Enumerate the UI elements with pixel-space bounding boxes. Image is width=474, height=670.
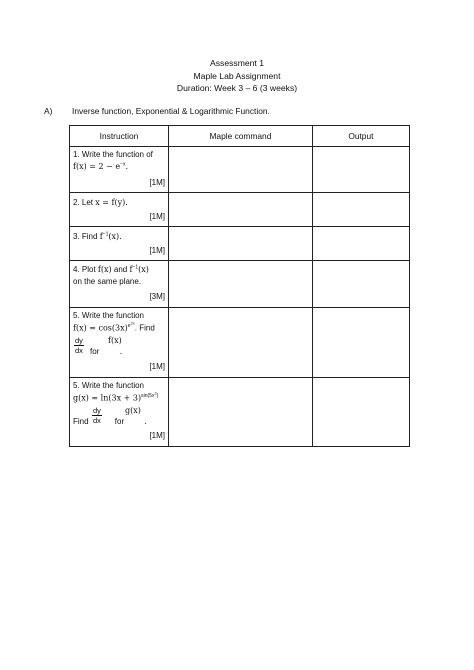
assessment-title: Assessment 1: [210, 58, 264, 68]
output-cell[interactable]: [312, 378, 409, 447]
instruction-text: 1. Write the function of: [73, 150, 153, 159]
instruction-cell: [70, 227, 169, 261]
output-cell[interactable]: [312, 308, 409, 378]
math-expression: f(x): [108, 336, 122, 345]
output-cell[interactable]: [312, 227, 409, 261]
marks-label: [1M]: [149, 212, 165, 221]
table-row: [70, 308, 410, 378]
marks-label: [1M]: [149, 362, 165, 371]
marks-label: [1M]: [149, 178, 165, 187]
math-expression: 4. Plot f(x) and $f^{-1}(x)$: [73, 264, 149, 274]
assignment-subtitle: Maple Lab Assignment: [193, 70, 281, 81]
instruction-text: 5. Write the function: [73, 311, 144, 320]
section-letter: A): [44, 106, 53, 116]
math-expression: 3. Find $f^{-1}(x)$.: [73, 231, 122, 241]
instruction-cell: [70, 261, 169, 308]
header-output: Output: [312, 126, 409, 147]
math-expression: $g(x) = \ln(3x + 3)^{sin(5x^2)}$: [73, 390, 159, 403]
maple-command-cell[interactable]: [169, 147, 313, 193]
table-row: [70, 227, 410, 261]
output-cell[interactable]: [312, 193, 409, 227]
math-expression: g(x): [125, 406, 141, 415]
output-cell[interactable]: [312, 261, 409, 308]
instruction-cell: [70, 378, 169, 447]
derivative-fraction: $\frac{dy}{dx}$: [75, 336, 83, 355]
instruction-text: for .: [90, 347, 123, 356]
maple-command-cell[interactable]: [169, 261, 313, 308]
document-header: [0, 57, 474, 95]
instruction-cell: [70, 147, 169, 193]
table-row: [70, 378, 410, 447]
maple-command-cell[interactable]: [169, 378, 313, 447]
instruction-cell: [70, 308, 169, 378]
math-expression: $f(x) = 2 - e^{-x}$.: [73, 161, 129, 171]
marks-label: [1M]: [149, 431, 165, 440]
table-row: [70, 261, 410, 308]
marks-label: [1M]: [149, 246, 165, 255]
instruction-text: Find for .: [73, 417, 147, 426]
instruction-cell: [70, 193, 169, 227]
instruction-text: on the same plane.: [73, 277, 142, 286]
instruction-text: 5. Write the function: [73, 381, 144, 390]
header-maple-command: Maple command: [169, 126, 313, 147]
table-header-row: [70, 126, 410, 147]
output-cell[interactable]: [312, 147, 409, 193]
derivative-fraction: $\frac{dy}{dx}$: [93, 406, 101, 425]
math-expression: 2. Let x = f(y).: [73, 198, 128, 207]
math-expression: $f(x) = \cos(3x)^{e^{2x}}$. Find: [73, 320, 155, 333]
maple-command-cell[interactable]: [169, 308, 313, 378]
section-heading: [44, 106, 270, 116]
assessment-table: [69, 125, 410, 447]
duration-text: Duration: Week 3 – 6 (3 weeks): [176, 83, 298, 93]
table-row: [70, 193, 410, 227]
section-title: Inverse function, Exponential & Logarithmic Function.: [72, 106, 270, 116]
maple-command-cell[interactable]: [169, 193, 313, 227]
header-instruction: Instruction: [70, 126, 169, 147]
marks-label: [3M]: [149, 292, 165, 301]
table-row: [70, 147, 410, 193]
maple-command-cell[interactable]: [169, 227, 313, 261]
